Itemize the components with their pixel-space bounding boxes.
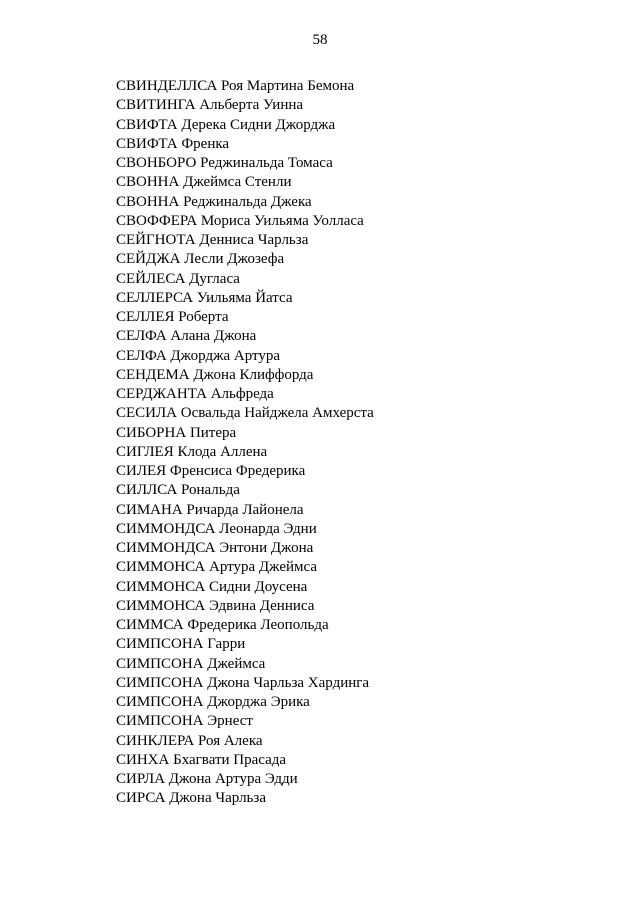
list-item: СЕЛЛЕЯ Роберта	[116, 309, 229, 325]
list-item: СИММОНСА Сидни Доусена	[116, 578, 308, 595]
list-item: СИММОНСА Артура Джеймса	[116, 559, 317, 576]
list-item: СВИНДЕЛЛСА Роя Мартина Бемона	[116, 78, 355, 94]
list-item: СИНКЛЕРА Роя Алека	[116, 732, 263, 749]
list-item: СВОННА Реджинальда Джека	[116, 193, 312, 210]
list-item: СИМПСОНА Джеймса	[116, 655, 266, 672]
list-item: СВИТИНГА Альберта Уинна	[116, 97, 304, 114]
list-item: СИЛЛСА Рональда	[116, 482, 240, 499]
list-item: СЕНДЕМА Джона Клиффорда	[116, 366, 314, 383]
list-item: СЕЙЛЕСА Дугласа	[116, 270, 240, 287]
list-item: СЕЙДЖА Лесли Джозефа	[116, 251, 285, 268]
list-item: СВОФФЕРА Мориса Уильяма Уолласа	[116, 212, 364, 229]
name-list	[116, 77, 374, 809]
list-item: СИБОРНА Питера	[116, 424, 237, 441]
list-item: СЕСИЛА Освальда Найджела Амхерста	[116, 405, 374, 422]
list-item: СИМПСОНА Эрнест	[116, 713, 253, 730]
list-item: СИММОНДСА Энтони Джона	[116, 540, 314, 556]
list-item: СИРЛА Джона Артура Эдди	[116, 771, 298, 787]
list-item: СИММСА Фредерика Леопольда	[116, 617, 329, 633]
list-item: СЕЛФА Алана Джона	[116, 328, 257, 345]
list-item: СВИФТА Френка	[116, 135, 230, 152]
page-number: 58	[312, 32, 328, 48]
list-item: СИММОНСА Эдвина Денниса	[116, 597, 315, 614]
list-item: СВИФТА Дерека Сидни Джорджа	[116, 116, 336, 133]
list-item: СИМПСОНА Джона Чарльза Хардинга	[116, 674, 370, 691]
list-item: СВОННА Джеймса Стенли	[116, 174, 292, 191]
list-item: СИГЛЕЯ Клода Аллена	[116, 443, 268, 460]
list-item: СИМАНА Ричарда Лайонела	[116, 501, 304, 518]
list-item: СЕРДЖАНТА Альфреда	[116, 386, 274, 402]
list-item: СИРСА Джона Чарльза	[116, 790, 266, 807]
list-item: СИМПСОНА Гарри	[116, 636, 246, 653]
list-item: СИМПСОНА Джорджа Эрика	[116, 694, 310, 710]
list-item: СИЛЕЯ Френсиса Фредерика	[116, 463, 306, 479]
list-item: СВОНБОРО Реджинальда Томаса	[116, 155, 333, 171]
list-item: СЕЛФА Джорджа Артура	[116, 347, 281, 364]
list-item: СИНХА Бхагвати Прасада	[116, 751, 287, 768]
list-item: СЕЛЛЕРСА Уильяма Йатса	[116, 289, 293, 306]
list-item: СИММОНДСА Леонарда Эдни	[116, 520, 317, 537]
list-item: СЕЙГНОТА Денниса Чарльза	[116, 232, 309, 248]
